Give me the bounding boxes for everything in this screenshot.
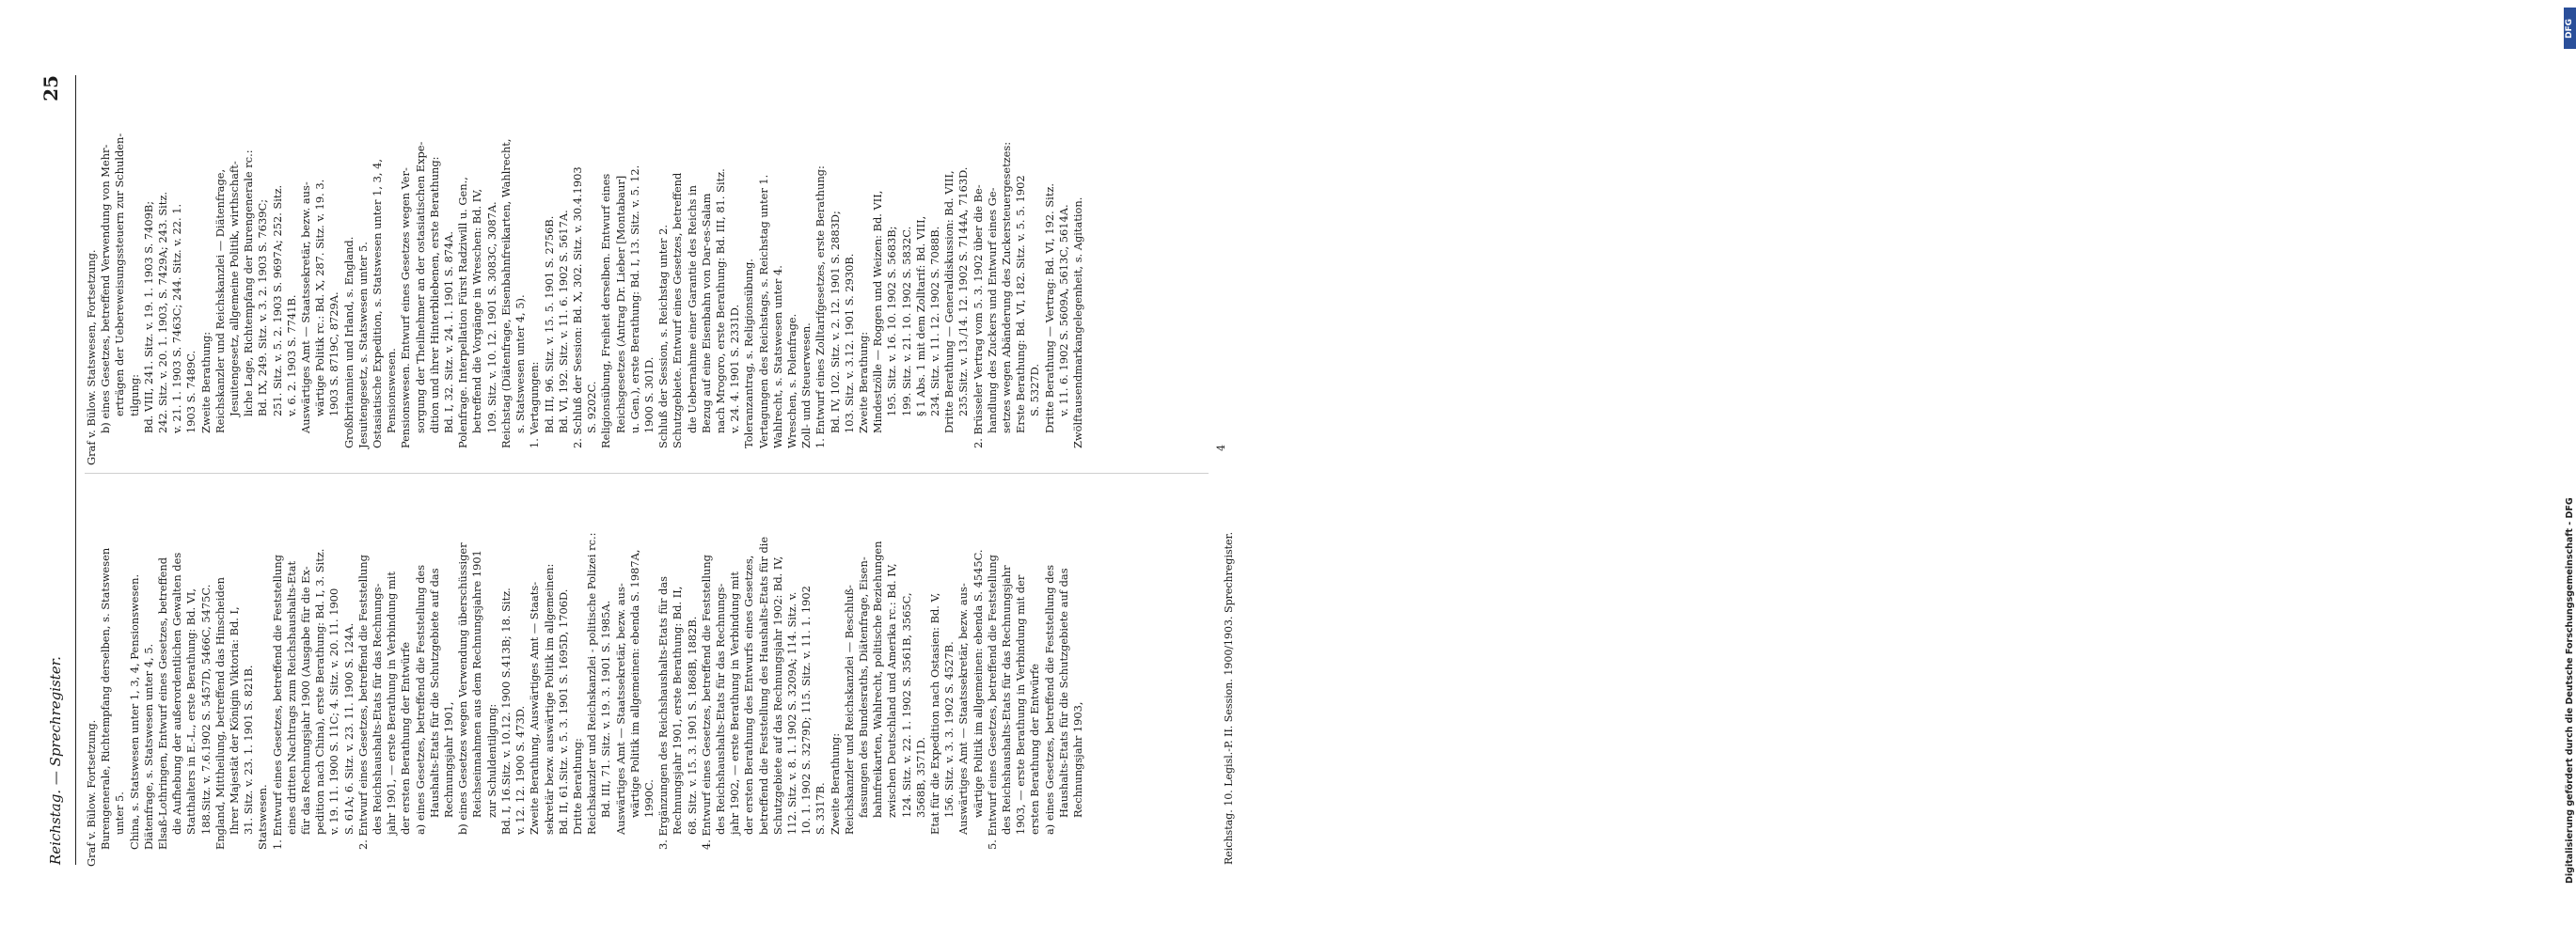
register-line: Etat für die Expedition nach Ostasien: Bd. V, xyxy=(927,592,941,835)
register-line: jahr 1902, — erste Berathung in Verbindung mit xyxy=(728,572,742,835)
register-line: Schutzgebiete auf das Rechnungsjahr 1902: Bd. IV, xyxy=(770,556,784,835)
register-line: Religionsübung, Freiheit derselben. Entwurf eines xyxy=(599,173,613,448)
register-line: Bd. IV, 102. Sitz. v. 2. 12. 1901 S. 2883D; xyxy=(828,211,842,433)
register-line: 3. Ergänzungen des Reichshaushalts-Etats für das xyxy=(656,576,671,850)
register-line: Großbritannien und Irland, s. England. xyxy=(341,236,356,448)
register-line: Erste Berathung: Bd. VI, 182. Sitz. v. 5. 5. 1902 xyxy=(1014,175,1028,433)
register-line: Auswärtiges Amt — Staatssekretär, bezw. aus- xyxy=(956,583,971,835)
register-line: v. 21. 1. 1903 S. 7463C; 244. Sitz. v. 22. 1. xyxy=(170,203,184,433)
register-line: 5. Entwurf eines Gesetzes, betreffend die Feststellung xyxy=(985,555,999,850)
register-line: liche Lage, Richtempfang der Burengenerale rc.: xyxy=(242,149,256,416)
register-line: 251. Sitz. v. 5. 2. 1903 S. 9697A; 252. Sitz. xyxy=(270,184,284,416)
register-line: Bd. VI, 192. Sitz. v. 11. 6. 1902 S. 5617A. xyxy=(556,210,570,433)
register-line: 2. Brüsseler Vertrag vom 5. 3. 1902 über die Be- xyxy=(971,184,985,448)
register-line: zur Schuldentilgung: xyxy=(484,703,498,818)
left-column xyxy=(85,477,1209,867)
register-line: Auswärtiges Amt — Staatssekretär, bezw. aus- xyxy=(613,583,627,835)
register-line: Zweite Berathung: xyxy=(828,732,842,835)
register-line: Burengenerale, Richtempfang derselben, s. Statswesen xyxy=(99,547,113,850)
register-line: Schluß der Session, s. Reichstag unter 2. xyxy=(656,225,671,448)
register-line: die Aufhebung der außerordentlichen Gewalten des xyxy=(170,552,184,835)
right-column xyxy=(85,75,1209,465)
register-line: Reichstag (Diätenfrage, Eisenbahnfreikarten, Wahlrecht, xyxy=(498,138,513,448)
register-line: sorgung der Theilnehmer an der ostasiatischen Expe- xyxy=(413,141,427,433)
register-line: 235.Sitz. v. 13./14. 12. 1902 S. 7144A, 7163D. xyxy=(956,166,971,416)
register-line: Reichskanzler und Reichskanzlei — Beschluß- xyxy=(842,585,856,835)
signature-mark: 4 xyxy=(1215,445,1227,451)
register-line: Zweite Berathung, Auswärtiges Amt — Staats- xyxy=(528,581,542,835)
register-line: tilgung: xyxy=(127,374,141,416)
register-line: 1990C. xyxy=(641,779,656,818)
register-line: pedition nach China), erste Berathung: Bd. I, 3. Sitz. xyxy=(313,548,327,835)
register-line: zwischen Deutschland und Amerika rc.: Bd. IV, xyxy=(885,563,899,818)
register-line: 1. Vertagungen: xyxy=(528,361,542,448)
register-line: 112. Sitz. v. 8. 1. 1902 S. 3209A; 114. Sitz. v. xyxy=(784,591,798,835)
register-line: S. 5327D. xyxy=(1028,364,1042,416)
register-line: a) eines Gesetzes, betreffend die Feststellung des xyxy=(1042,564,1056,835)
column-divider xyxy=(85,473,1209,474)
register-line: für das Rechnungsjahr 1900 (Ausgabe für die Ex- xyxy=(299,566,313,835)
register-line: Bezug auf eine Eisenbahn von Dar-es-Salam xyxy=(699,193,713,433)
register-line: 156. Sitz. v. 3. 3. 1902 S. 4527B. xyxy=(942,641,956,818)
register-line: § 1 Abs. 1 mit dem Zolltarif: Bd. VIII, xyxy=(913,215,927,416)
register-line: des Reichshaushalts-Etats für das Rechnungs- xyxy=(713,583,727,835)
register-line: des Reichshaushalts-Etats für das Rechnungsjahr xyxy=(1000,565,1013,835)
register-line: Dritte Berathung — Vertrag: Bd. VI, 192. Sitz. xyxy=(1042,182,1056,433)
dfg-logo: DFG xyxy=(2564,8,2576,49)
register-line: 103. Sitz. v. 3.12. 1901 S. 2930B. xyxy=(842,253,856,433)
register-line: 1903 S. 7489C. xyxy=(184,350,198,433)
register-line: Zwölftausendmarkangelegenheit, s. Agitation. xyxy=(1071,196,1085,448)
register-line: Toleranzantrag, s. Religionsübung. xyxy=(742,258,756,448)
register-line: S. 9202C. xyxy=(585,381,599,433)
register-line: Zweite Berathung: xyxy=(198,331,213,433)
register-line: bahnfreikarten, Wahlrecht, politische Beziehungen xyxy=(871,540,885,818)
register-line: 109. Sitz. v. 10. 12. 1901 S. 3083C, 3087A. xyxy=(484,201,498,433)
register-line: wärtige Politik rc.: Bd. X, 287. Sitz. v. 19. 3. xyxy=(313,179,327,416)
register-line: 10. 1. 1902 S. 3279D; 115. Sitz. v. 11. 1. 1902 xyxy=(799,586,814,835)
register-line: S. 61A; 6. Sitz. v. 23. 11. 1900 S. 124A. xyxy=(341,622,356,835)
register-line: 1. Entwurf eines Gesetzes, betreffend die Feststellung xyxy=(270,555,284,850)
register-line: v. 11. 6. 1902 S. 5609A, 5613C, 5614A. xyxy=(1056,204,1070,416)
register-line: Pensionswesen. Entwurf eines Gesetzes wegen Ver- xyxy=(399,167,413,448)
register-line: Polenfrage. Interpellation Fürst Radziwill u. Gen., xyxy=(456,177,470,448)
page-footer: Reichstag. 10. Legisl.-P. II. Session. 1900/1903. Sprechregister. xyxy=(1223,531,1235,865)
register-line: betreffend die Feststellung des Haushalts-Etats für die xyxy=(756,536,770,835)
register-line: 1. Entwurf eines Zolltarifgesetzes, erste Berathung: xyxy=(814,165,828,448)
register-line: 4. Entwurf eines Gesetzes, betreffend die Feststellung xyxy=(699,555,713,850)
register-line: dition und ihrer Hinterbliebenen, erste Berathung: xyxy=(427,156,441,433)
register-line: 3568B, 3571D. xyxy=(913,737,927,818)
register-line: b) eines Gesetzes wegen Verwendung überschüssiger xyxy=(456,542,470,835)
register-line: Bd. III, 71. Sitz. v. 19. 3. 1901 S. 1985A. xyxy=(599,600,613,818)
register-line: eines dritten Nachtrags zum Reichshaushalts-Etat xyxy=(284,560,298,835)
register-line: a) eines Gesetzes, betreffend die Feststellung des xyxy=(413,564,427,835)
register-line: wärtige Politik im allgemeinen: ebenda S. 4545C. xyxy=(971,549,985,818)
register-line: Rechnungsjahr 1901, erste Berathung: Bd. II, xyxy=(671,586,685,835)
register-line: 1903 S. 8719C, 8729A. xyxy=(327,291,341,416)
register-line: Wreschen, s. Polenfrage. xyxy=(784,313,798,448)
running-head: Reichstag. — Sprechregister. xyxy=(47,656,64,865)
register-line: sekretär bezw. auswärtige Politik im allgemeinen: xyxy=(542,563,556,835)
register-line: Statswesen. xyxy=(256,784,270,850)
register-line: Pensionswesen. xyxy=(385,348,399,433)
register-line: Statthalters in E.-L., erste Berathung: Bd. VI, xyxy=(184,588,198,835)
register-line: 2. Entwurf eines Gesetzes, betreffend die Feststellung xyxy=(356,555,370,850)
register-line: China, s. Statswesen unter 1, 3, 4, Pensionswesen. xyxy=(127,573,141,850)
register-line: Rechnungsjahr 1901, xyxy=(442,701,456,818)
register-line: fassungen des Bundesraths, Diätenfrage, Eisen- xyxy=(856,556,870,818)
register-line: Wahlrecht, s. Statswesen unter 4. xyxy=(770,265,784,448)
register-line: Ihrer Majestät der Königin Viktoria: Bd. I, xyxy=(228,606,242,835)
register-line: Reichseinnahmen aus dem Rechnungsjahre 1901 xyxy=(470,550,484,818)
register-line: b) eines Gesetzes, betreffend Verwendung von Mehr- xyxy=(99,144,113,433)
register-line: Vertagungen des Reichstags, s. Reichstag unter 1. xyxy=(756,174,770,448)
register-line: 31. Sitz. v. 23. 1. 1901 S. 821B. xyxy=(242,665,256,835)
register-line: Bd. I, 16.Sitz. v. 10.12. 1900 S.413B; 18. Sitz. xyxy=(498,588,513,835)
page-number: 25 xyxy=(40,75,62,102)
register-line: 124. Sitz. v. 22. 1. 1902 S. 3561B, 3565C, xyxy=(899,592,913,818)
register-line: s. Statswesen unter 4, 5). xyxy=(514,294,528,433)
register-line: v. 24. 4. 1901 S. 2331D. xyxy=(728,304,742,433)
register-line: der ersten Berathung der Entwürfe xyxy=(399,641,413,835)
register-line: England, Mittheilung, betreffend das Hinscheiden xyxy=(213,577,227,850)
register-line: Reichskanzler und Reichskanzlei - politische Polizei rc.: xyxy=(585,532,599,835)
register-line: u. Gen.), erste Berathung: Bd. I, 13. Sitz. v. 5. 12. xyxy=(627,164,641,433)
register-line: Bd. III, 96. Sitz. v. 15. 5. 1901 S. 2756B. xyxy=(542,215,556,433)
register-line: handlung des Zuckers und Entwurf eines Ge- xyxy=(985,187,999,433)
register-line: Bd. VIII, 241. Sitz. v. 19. 1. 1903 S. 7409B; xyxy=(141,200,155,433)
register-line: Bd. II, 61.Sitz. v. 5. 3. 1901 S. 1695D, 1706D. xyxy=(556,588,570,835)
register-line: Rechnungsjahr 1903, xyxy=(1071,701,1085,818)
dfg-side-strip xyxy=(1279,0,2575,940)
register-line: 234. Sitz. v. 11. 12. 1902 S. 7088B. xyxy=(927,226,941,416)
register-line: unter 5. xyxy=(113,791,127,835)
register-line: Mindestzölle — Roggen und Weizen: Bd. VII, xyxy=(871,190,885,433)
register-line: 2. Schluß der Session: Bd. X, 302. Sitz. v. 30.4.1903 xyxy=(570,166,584,448)
register-line: 188.Sitz. v. 7.6.1902 S. 5457D, 5466C, 5475C. xyxy=(198,584,213,835)
register-line: v. 6. 2. 1903 S. 7741B. xyxy=(284,294,298,416)
register-line: Auswärtiges Amt — Staatssekretär, bezw. aus- xyxy=(299,181,313,433)
register-line: S. 3317B. xyxy=(814,782,828,835)
register-line: Haushalts-Etats für die Schutzgebiete auf das xyxy=(427,568,441,818)
register-line: Jesuitengesetz, allgemeine Politik, wirthschaft- xyxy=(228,161,242,416)
register-line: Dritte Berathung: xyxy=(570,738,584,835)
register-line: betreffend die Vorgänge in Wreschen: Bd. IV, xyxy=(470,188,484,433)
register-line: nach Mrogoro, erste Berathung: Bd. III, 81. Sitz. xyxy=(713,168,727,433)
register-line: Schutzgebiete. Entwurf eines Gesetzes, betreffend xyxy=(671,172,685,448)
register-line: Zweite Berathung: xyxy=(856,331,870,433)
register-line: die Uebernahme einer Garantie des Reichs in xyxy=(685,185,699,433)
register-line: 1903, — erste Berathung in Verbindung mit der xyxy=(1014,574,1028,835)
register-line: der ersten Berathung des Entwurfs eines Gesetzes, xyxy=(742,555,756,835)
register-line: 242. Sitz. v. 20. 1. 1903, S. 7429A; 243. Sitz. xyxy=(156,192,170,433)
register-line: Graf v. Bülow. Fortsetzung. xyxy=(85,719,98,867)
register-line: Diätenfrage, s. Statswesen unter 4, 5. xyxy=(141,643,155,850)
register-line: des Reichshaushalts-Etats für das Rechnungs- xyxy=(371,583,385,835)
register-line: erträgen der Uebereweisungssteuern zur Schulden- xyxy=(113,133,127,416)
register-line: Graf v. Bülow. Statswesen, Fortsetzung. xyxy=(85,249,98,465)
register-line: Dritte Berathung — Generaldiskussion: Bd. VIII, xyxy=(942,170,956,433)
register-line: Zoll- und Steuerwesen. xyxy=(799,322,814,448)
register-line: jahr 1901, — erste Berathung in Verbindung mit xyxy=(385,572,399,835)
register-line: 1900 S. 301D. xyxy=(641,356,656,433)
page-header xyxy=(38,75,76,865)
register-line: setzes wegen Abänderung des Zuckersteuergesetzes: xyxy=(1000,141,1013,433)
register-line: Bd. I, 32. Sitz. v. 24. 1. 1901 S. 874A. xyxy=(442,230,456,433)
register-line: Jesuitengesetz, s. Statswesen unter 5. xyxy=(356,242,370,448)
register-line: Elsaß-Lothringen, Entwurf eines Gesetzes, betreffend xyxy=(156,556,170,850)
register-line: Haushalts-Etats für die Schutzgebiete auf das xyxy=(1056,568,1070,818)
register-line: Reichsgesetzes (Antrag Dr. Lieber [Montabaur] xyxy=(613,175,627,433)
register-line: 195. Sitz. v. 16. 10. 1902 S. 5683B; xyxy=(885,226,899,416)
register-line: v. 19. 11. 1900 S. 11C; 4. Sitz. v. 20. 11. 1900 xyxy=(327,588,341,835)
register-line: ersten Berathung der Entwürfe xyxy=(1028,664,1042,835)
register-line: 199. Sitz. v. 21. 10. 1902 S. 5832C. xyxy=(899,226,913,416)
register-line: Reichskanzler und Reichskanzlei — Diätenfrage, xyxy=(213,168,227,433)
register-line: v. 12. 12. 1900 S. 473D. xyxy=(514,705,528,835)
register-line: Bd. IX, 249. Sitz. v. 3. 2. 1903 S. 7639C; xyxy=(256,198,270,416)
register-line: Ostasiatische Expedition, s. Statswesen unter 1, 3, 4, xyxy=(371,159,385,448)
register-line: 68. Sitz. v. 15. 3. 1901 S. 1868B, 1882B. xyxy=(685,616,699,835)
register-line: wärtige Politik im allgemeinen: ebenda S. 1987A, xyxy=(627,549,641,818)
dfg-credit-text: Digitalisierung gefördert durch die Deutsche Forschungsgemeinschaft - DFG xyxy=(2565,497,2575,884)
